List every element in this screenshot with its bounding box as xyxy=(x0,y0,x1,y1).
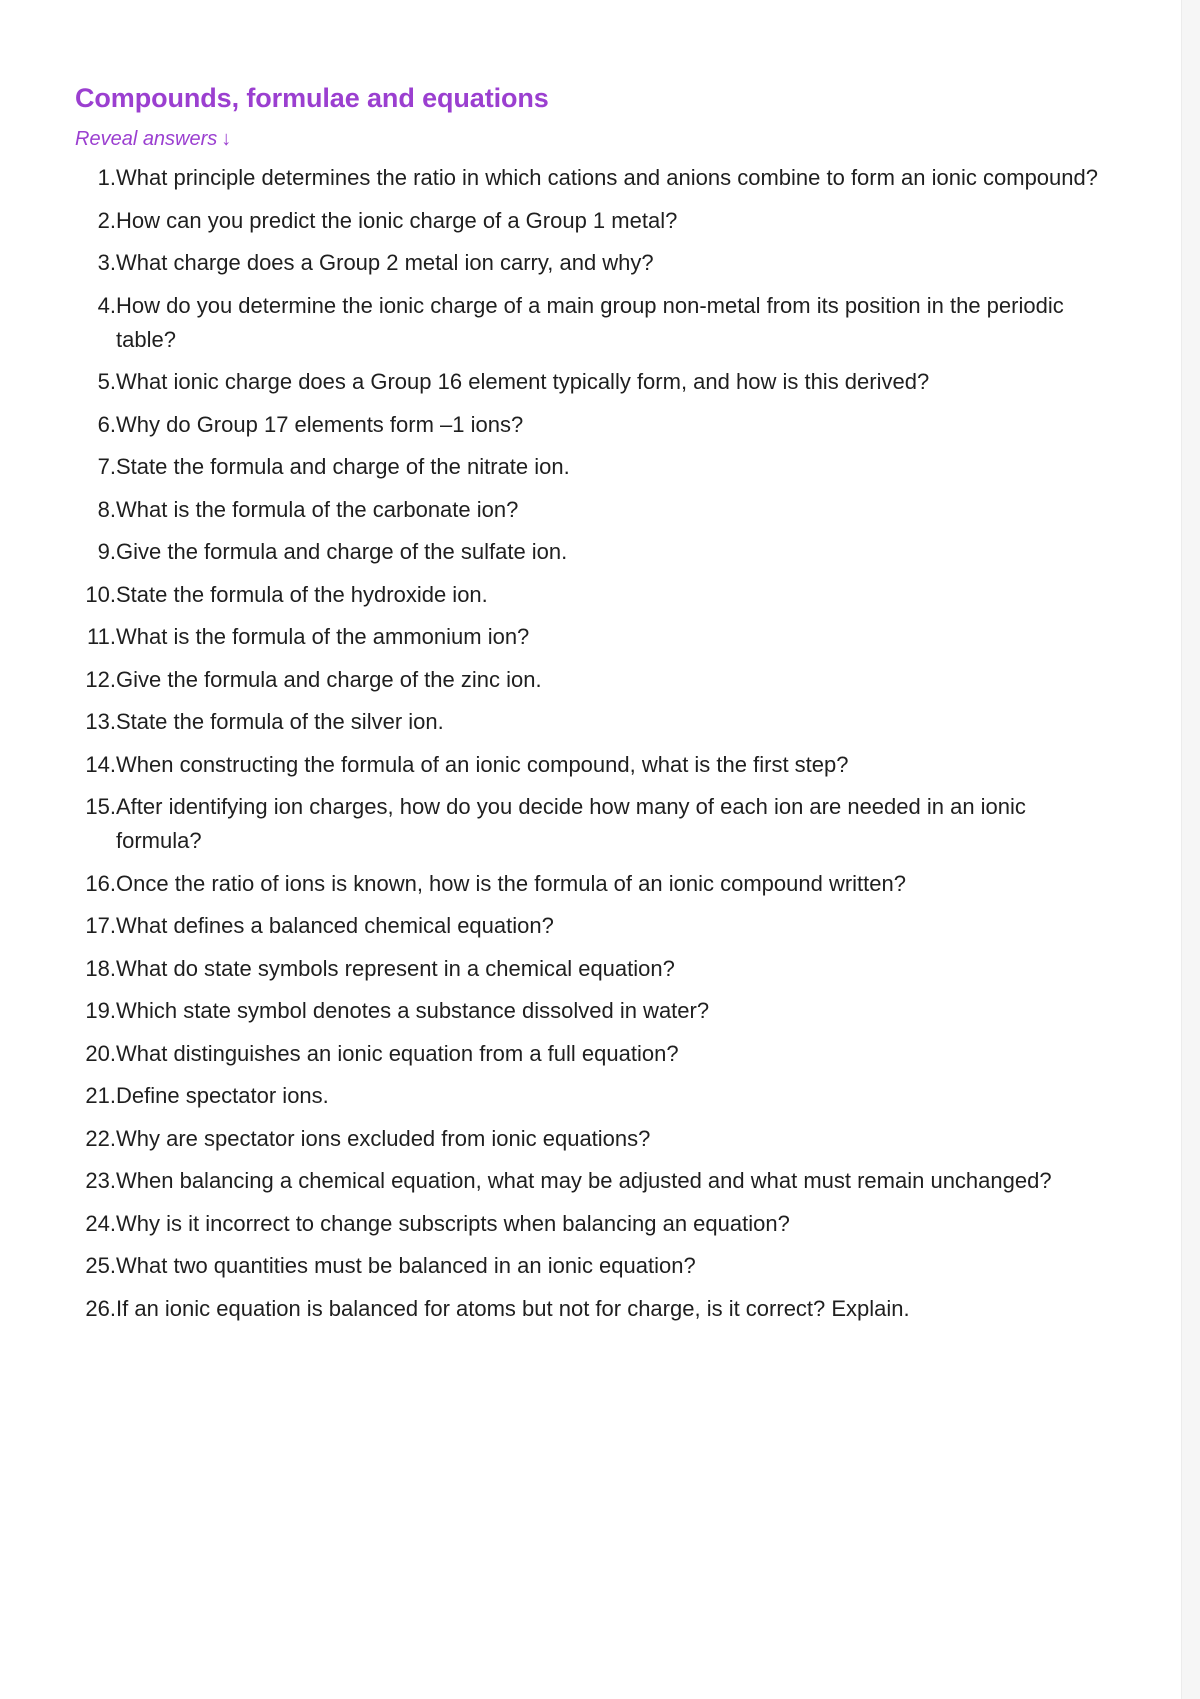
question-item xyxy=(75,790,1115,858)
reveal-answers-label: Reveal answers xyxy=(75,128,218,150)
question-item xyxy=(75,289,1115,357)
question-sheet xyxy=(75,78,1115,1334)
question-number: 16. xyxy=(85,870,116,896)
question-text: Which state symbol denotes a substance dissolved in water? xyxy=(116,998,710,1023)
question-number: 22. xyxy=(85,1125,116,1151)
question-text: After identifying ion charges, how do you decide how many of each ion are needed in an ionic formula? xyxy=(116,794,1026,853)
question-item xyxy=(75,1037,1115,1071)
question-number: 6. xyxy=(97,411,116,437)
question-text: State the formula of the hydroxide ion. xyxy=(116,581,488,607)
question-number: 7. xyxy=(97,454,116,479)
question-item xyxy=(75,663,1115,697)
question-text: State the formula and charge of the nitrate ion. xyxy=(116,454,570,479)
question-number: 1. xyxy=(97,165,116,190)
question-item xyxy=(75,909,1115,943)
question-number: 11. xyxy=(87,624,116,649)
question-text: What defines a balanced chemical equation? xyxy=(116,913,554,938)
question-item xyxy=(75,1249,1115,1283)
question-text: What is the formula of the carbonate ion? xyxy=(116,496,519,522)
question-item xyxy=(75,535,1115,569)
question-list xyxy=(75,161,1115,1326)
question-number: 8. xyxy=(97,496,116,522)
question-number: 19. xyxy=(85,998,116,1023)
question-item xyxy=(75,748,1115,782)
question-item xyxy=(75,1122,1115,1156)
reveal-answers-link[interactable] xyxy=(75,125,231,153)
question-item xyxy=(75,952,1115,986)
question-number: 23. xyxy=(85,1168,116,1193)
question-number: 5. xyxy=(97,369,116,394)
question-text: Give the formula and charge of the sulfate ion. xyxy=(116,539,568,564)
question-number: 3. xyxy=(97,250,116,275)
question-item xyxy=(75,620,1115,654)
question-number: 26. xyxy=(85,1295,116,1321)
question-text: How can you predict the ionic charge of a Group 1 metal? xyxy=(116,207,678,233)
question-item xyxy=(75,1164,1115,1198)
question-number: 18. xyxy=(85,955,116,981)
question-text: Give the formula and charge of the zinc ion. xyxy=(116,666,542,692)
question-number: 2. xyxy=(97,207,116,233)
question-item xyxy=(75,1292,1115,1326)
question-text: When constructing the formula of an ionic compound, what is the first step? xyxy=(116,751,849,777)
question-number: 15. xyxy=(85,794,116,819)
arrow-down-icon: ↓ xyxy=(221,128,232,150)
page-title: Compounds, formulae and equations xyxy=(75,83,549,113)
page-scrollbar-gutter[interactable] xyxy=(1181,0,1200,1699)
question-number: 4. xyxy=(97,292,116,318)
question-text: Why do Group 17 elements form –1 ions? xyxy=(116,411,524,437)
question-item xyxy=(75,246,1115,280)
question-number: 24. xyxy=(85,1210,116,1236)
question-number: 12. xyxy=(85,666,116,692)
question-item xyxy=(75,204,1115,238)
question-item xyxy=(75,867,1115,901)
question-text: State the formula of the silver ion. xyxy=(116,709,444,734)
question-item xyxy=(75,450,1115,484)
question-text: Once the ratio of ions is known, how is the formula of an ionic compound written? xyxy=(116,870,906,896)
question-item xyxy=(75,1079,1115,1113)
question-text: What is the formula of the ammonium ion? xyxy=(116,624,530,649)
question-item xyxy=(75,578,1115,612)
question-text: What two quantities must be balanced in an ionic equation? xyxy=(116,1253,696,1278)
question-text: What ionic charge does a Group 16 element typically form, and how is this derived? xyxy=(116,369,930,394)
question-number: 21. xyxy=(85,1083,116,1108)
question-number: 10. xyxy=(85,581,116,607)
question-item xyxy=(75,493,1115,527)
question-text: If an ionic equation is balanced for atoms but not for charge, is it correct? Explain. xyxy=(116,1295,910,1321)
question-number: 9. xyxy=(97,539,116,564)
question-number: 13. xyxy=(85,709,116,734)
question-item xyxy=(75,994,1115,1028)
question-number: 14. xyxy=(85,751,116,777)
question-number: 20. xyxy=(85,1040,116,1066)
question-text: Define spectator ions. xyxy=(116,1083,329,1108)
question-text: What principle determines the ratio in which cations and anions combine to form an ionic compound? xyxy=(116,165,1098,190)
question-item xyxy=(75,161,1115,195)
question-text: Why is it incorrect to change subscripts when balancing an equation? xyxy=(116,1210,790,1236)
question-text: What do state symbols represent in a chemical equation? xyxy=(116,955,675,981)
question-text: How do you determine the ionic charge of a main group non-metal from its position in the periodic table? xyxy=(116,292,1064,352)
question-text: What charge does a Group 2 metal ion carry, and why? xyxy=(116,250,654,275)
question-item xyxy=(75,365,1115,399)
question-text: What distinguishes an ionic equation from a full equation? xyxy=(116,1040,679,1066)
question-text: Why are spectator ions excluded from ionic equations? xyxy=(116,1125,651,1151)
question-number: 17. xyxy=(85,913,116,938)
question-text: When balancing a chemical equation, what may be adjusted and what must remain unchanged? xyxy=(116,1168,1052,1193)
question-number: 25. xyxy=(85,1253,116,1278)
question-item xyxy=(75,1207,1115,1241)
question-item xyxy=(75,705,1115,739)
question-item xyxy=(75,408,1115,442)
